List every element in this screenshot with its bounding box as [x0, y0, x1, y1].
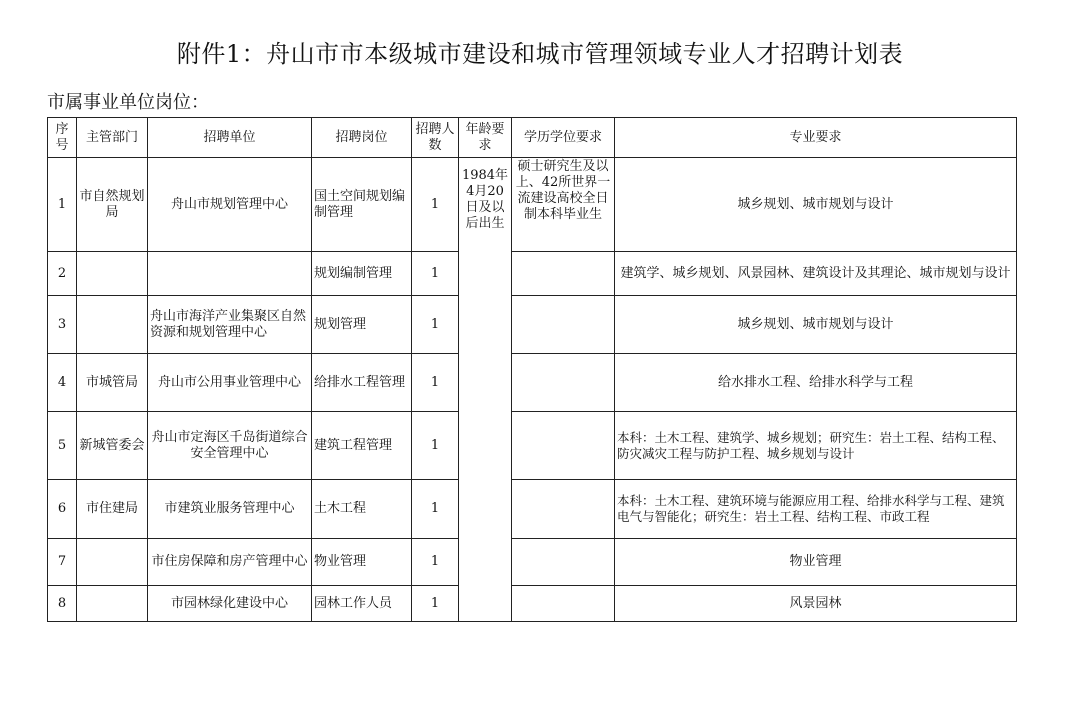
cell-major: 给水排水工程、给排水科学与工程: [615, 354, 1017, 412]
cell-unit: [148, 252, 312, 296]
cell-age: 1984年4月20日及以后出生: [459, 158, 512, 622]
cell-edu-empty: [512, 296, 615, 354]
cell-dept: 市自然规划局: [77, 158, 148, 252]
cell-dept: 市住建局: [77, 480, 148, 539]
cell-major: 物业管理: [615, 539, 1017, 586]
cell-edu-empty: [512, 252, 615, 296]
cell-major: 城乡规划、城市规划与设计: [615, 296, 1017, 354]
cell-position: 规划管理: [312, 296, 412, 354]
cell-no: 7: [48, 539, 77, 586]
cell-dept: [77, 539, 148, 586]
cell-no: 2: [48, 252, 77, 296]
cell-major: 本科：土木工程、建筑学、城乡规划；研究生：岩土工程、结构工程、防灾减灾工程与防护工程、城乡规划与设计: [615, 412, 1017, 480]
cell-edu-empty: [512, 354, 615, 412]
cell-no: 6: [48, 480, 77, 539]
cell-count: 1: [412, 539, 459, 586]
cell-position: 国土空间规划编制管理: [312, 158, 412, 252]
cell-position: 建筑工程管理: [312, 412, 412, 480]
cell-position: 规划编制管理: [312, 252, 412, 296]
page-title: 附件1：舟山市市本级城市建设和城市管理领域专业人才招聘计划表: [176, 40, 904, 68]
section-subtitle: 市属事业单位岗位：: [47, 92, 209, 113]
cell-unit: 舟山市海洋产业集聚区自然资源和规划管理中心: [148, 296, 312, 354]
cell-major: 本科：土木工程、建筑环境与能源应用工程、给排水科学与工程、建筑电气与智能化；研究生：岩土工程、结构工程、市政工程: [615, 480, 1017, 539]
cell-dept: 市城管局: [77, 354, 148, 412]
header-major: 专业要求: [615, 118, 1017, 158]
cell-position: 物业管理: [312, 539, 412, 586]
cell-major: 建筑学、城乡规划、风景园林、建筑设计及其理论、城市规划与设计: [615, 252, 1017, 296]
cell-position: 土木工程: [312, 480, 412, 539]
table-row: [48, 158, 1017, 252]
cell-unit: 舟山市公用事业管理中心: [148, 354, 312, 412]
cell-unit: 舟山市定海区千岛街道综合安全管理中心: [148, 412, 312, 480]
table-row: [48, 480, 1017, 539]
cell-count: 1: [412, 586, 459, 622]
table-row: [48, 539, 1017, 586]
cell-unit: 市园林绿化建设中心: [148, 586, 312, 622]
cell-dept: [77, 586, 148, 622]
table-row: [48, 296, 1017, 354]
cell-count: 1: [412, 252, 459, 296]
cell-count: 1: [412, 480, 459, 539]
cell-count: 1: [412, 354, 459, 412]
cell-unit: 市建筑业服务管理中心: [148, 480, 312, 539]
cell-unit: 市住房保障和房产管理中心: [148, 539, 312, 586]
header-edu: 学历学位要求: [512, 118, 615, 158]
cell-major: 风景园林: [615, 586, 1017, 622]
cell-no: 3: [48, 296, 77, 354]
table-row: [48, 412, 1017, 480]
header-age: 年龄要求: [459, 118, 512, 158]
cell-no: 5: [48, 412, 77, 480]
header-count: 招聘人数: [412, 118, 459, 158]
cell-edu-empty: [512, 480, 615, 539]
cell-position: 园林工作人员: [312, 586, 412, 622]
cell-no: 1: [48, 158, 77, 252]
header-unit: 招聘单位: [148, 118, 312, 158]
cell-edu: 硕士研究生及以上、42所世界一流建设高校全日制本科毕业生: [512, 158, 615, 252]
cell-edu-empty: [512, 586, 615, 622]
table-row: [48, 586, 1017, 622]
cell-dept: [77, 252, 148, 296]
cell-edu-empty: [512, 412, 615, 480]
table-row: [48, 354, 1017, 412]
cell-no: 4: [48, 354, 77, 412]
cell-count: 1: [412, 158, 459, 252]
cell-major: 城乡规划、城市规划与设计: [615, 158, 1017, 252]
header-dept: 主管部门: [77, 118, 148, 158]
cell-edu-empty: [512, 539, 615, 586]
header-row: [48, 118, 1017, 158]
header-no: 序号: [48, 118, 77, 158]
cell-dept: [77, 296, 148, 354]
cell-count: 1: [412, 412, 459, 480]
cell-no: 8: [48, 586, 77, 622]
cell-dept: 新城管委会: [77, 412, 148, 480]
header-position: 招聘岗位: [312, 118, 412, 158]
table-row: [48, 252, 1017, 296]
cell-unit: 舟山市规划管理中心: [148, 158, 312, 252]
recruitment-table: [47, 117, 1017, 622]
cell-position: 给排水工程管理: [312, 354, 412, 412]
cell-count: 1: [412, 296, 459, 354]
